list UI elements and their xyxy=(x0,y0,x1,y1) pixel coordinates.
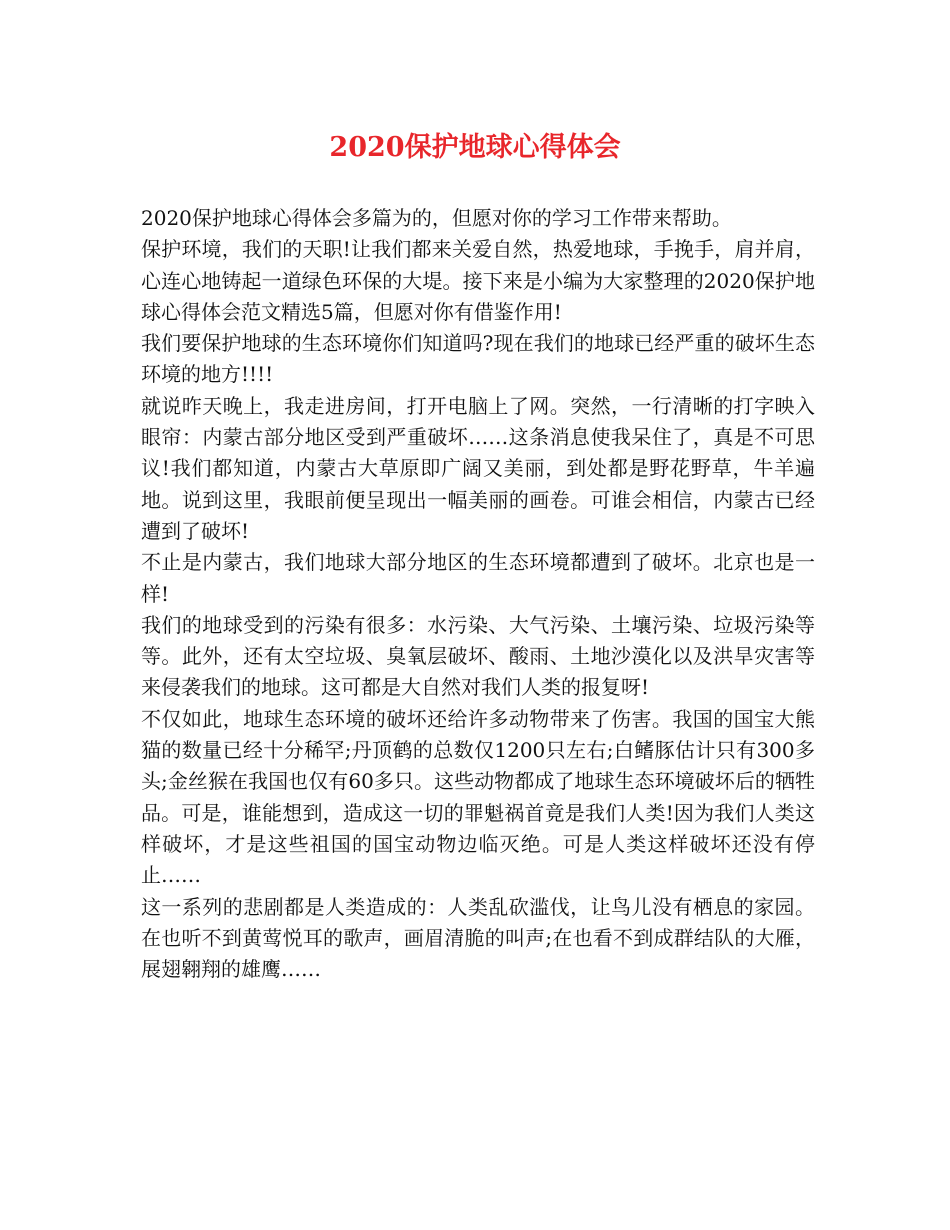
paragraph-3: 我们要保护地球的生态环境你们知道吗?现在我们的地球已经严重的破坏生态环境的地方!!!! xyxy=(141,331,815,387)
paragraph-6: 我们的地球受到的污染有很多：水污染、大气污染、土壤污染、垃圾污染等等。此外，还有太空垃圾、臭氧层破坏、酸雨、土地沙漠化以及洪旱灾害等来侵袭我们的地球。这可都是大自然对我们人类的报复呀! xyxy=(141,612,815,700)
document-title: 2020保护地球心得体会 xyxy=(329,132,621,163)
document-body xyxy=(141,203,815,985)
paragraph-7: 不仅如此，地球生态环境的破坏还给许多动物带来了伤害。我国的国宝大熊猫的数量已经十分稀罕;丹顶鹤的总数仅1200只左右;白鳍豚估计只有300多头;金丝猴在我国也仅有60多只。这些动物都成了地球生态环境破坏后的牺牲品。可是，谁能想到，造成这一切的罪魁祸首竟是我们人类!因为我们人类这样破坏，才是这些祖国的国宝动物边临灭绝。可是人类这样破坏还没有停止…… xyxy=(141,706,815,888)
paragraph-5: 不止是内蒙古，我们地球大部分地区的生态环境都遭到了破坏。北京也是一样! xyxy=(141,550,815,606)
paragraph-8: 这一系列的悲剧都是人类造成的：人类乱砍滥伐，让鸟儿没有栖息的家园。在也听不到黄莺悦耳的歌声，画眉清脆的叫声;在也看不到成群结队的大雁，展翅翱翔的雄鹰…… xyxy=(141,894,815,982)
paragraph-1: 2020保护地球心得体会多篇为的，但愿对你的学习工作带来帮助。 xyxy=(141,206,732,230)
paragraph-4: 就说昨天晚上，我走进房间，打开电脑上了网。突然，一行清晰的打字映入眼帘：内蒙古部分地区受到严重破坏……这条消息使我呆住了，真是不可思议!我们都知道，内蒙古大草原即广阔又美丽，到处都是野花野草，牛羊遍地。说到这里，我眼前便呈现出一幅美丽的画卷。可谁会相信，内蒙古已经遭到了破坏! xyxy=(141,393,815,543)
paragraph-2: 保护环境，我们的天职!让我们都来关爱自然，热爱地球，手挽手，肩并肩，心连心地铸起一道绿色环保的大堤。接下来是小编为大家整理的2020保护地球心得体会范文精选5篇，但愿对你有借鉴作用! xyxy=(141,237,815,324)
